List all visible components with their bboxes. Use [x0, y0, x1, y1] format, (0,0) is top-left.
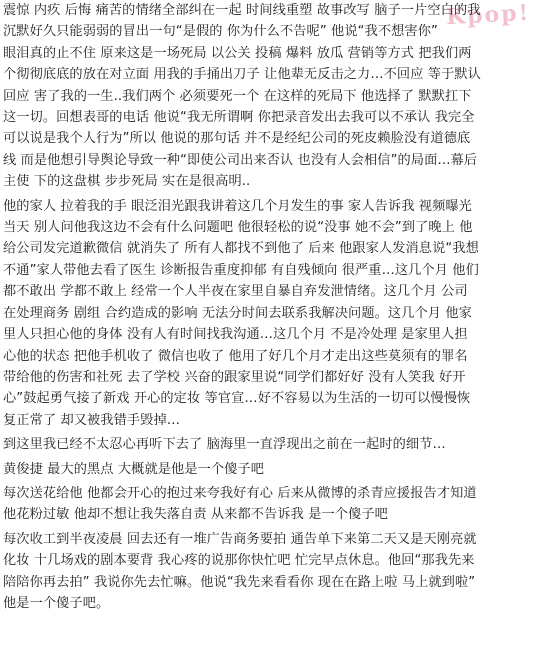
paragraph-2: 他的家人 拉着我的手 眼泛泪光跟我讲着这几个月发生的事 家人告诉我 视频曝光 当天 别人问他我这边不会有什么问题吧 他很轻松的说“没事 她不会”到了晚上 他 给公司发完道歉微信 就消失了 所有人都找不到他了 后来 他跟家人发消息说“我想 不通”家人带他去看了医生 诊断报告重度抑郁 有自残倾向 很严重…这几个月 他们 都不敢出 学都不敢上 经常一个人半夜在家里自暴自弃发泄情绪。这几个月 公司 在处理商务 剧组 合约造成的影响 无法分时间去联系我解决问题。这几个月 他家 里人只担心他的身体 没有人有时间找我沟通…这几个月 不是冷处理 是家里人担 心他的状态 把他手机收了 微信也收了 他用了好几个月才走出这些莫须有的罪名 带给他的伤害和社死 去了学校 兴奋的跟家里说“同学们都好好 没有人笑我 好开 心”鼓起勇气接了新戏 开心的定妆 等官宣…好不容易以为生活的一切可以慢慢恢 复正常了 却又被我错手毁掉… [3, 198, 479, 428]
paragraph-3: 到这里我已经不太忍心再听下去了 脑海里一直浮现出之前在一起时的细节… [3, 437, 446, 453]
paragraph-6: 每次收工到半夜凌晨 回去还有一堆广告商务要拍 通告单下来第二天又是天刚亮就 化妆 十几场戏的剧本要背 我心疼的说那你快忙吧 忙完早点休息。他回“那我先来 陪陪你再去拍” 我说你先去忙嘛。他说“我先来看看你 现在在路上啦 马上就到啦” 他是一个傻子吧。 [3, 531, 477, 611]
watermark-logo: Kpop! [445, 0, 531, 31]
paragraph-1: 震惊 内疚 后悔 痛苦的情绪全部纠在一起 时间线重塑 故事改写 脑子一片空白的我 沉默好久只能弱弱的冒出一句“是假的 你为什么不告呢” 他说“我不想害你” 眼泪真的止不住 原来这是一场死局 以公关 投稿 爆料 放瓜 营销等方式 把我们两 个彻彻底底的放在对立面 用我的手捅出刀子 让他辈无反击之力…不回应 等于默认 回应 害了我的一生..我们两个 必须要死一个 在这样的死局下 他选择了 默默扛下 这一切。回想表哥的电话 他说“我无所谓啊 你把录音发出去我可以不承认 我完全 可以说是我个人行为”所以 他说的那句话 并不是经纪公司的死皮赖脸没有道德底 线 而是他想引导舆论导致一种“即使公司出来否认 也没有人会相信”的局面…幕后 主使 下的这盘棋 步步死局 实在是很高明.. [3, 3, 481, 190]
paragraph-4: 黄俊捷 最大的黑点 大概就是他是一个傻子吧 [3, 461, 265, 477]
paragraph-5: 每次送花给他 他都会开心的抱过来夸我好有心 后来从微博的杀青应援报告才知道 他花粉过敏 他却不想让我失落自责 从来都不告诉我 是一个傻子吧 [3, 485, 477, 523]
